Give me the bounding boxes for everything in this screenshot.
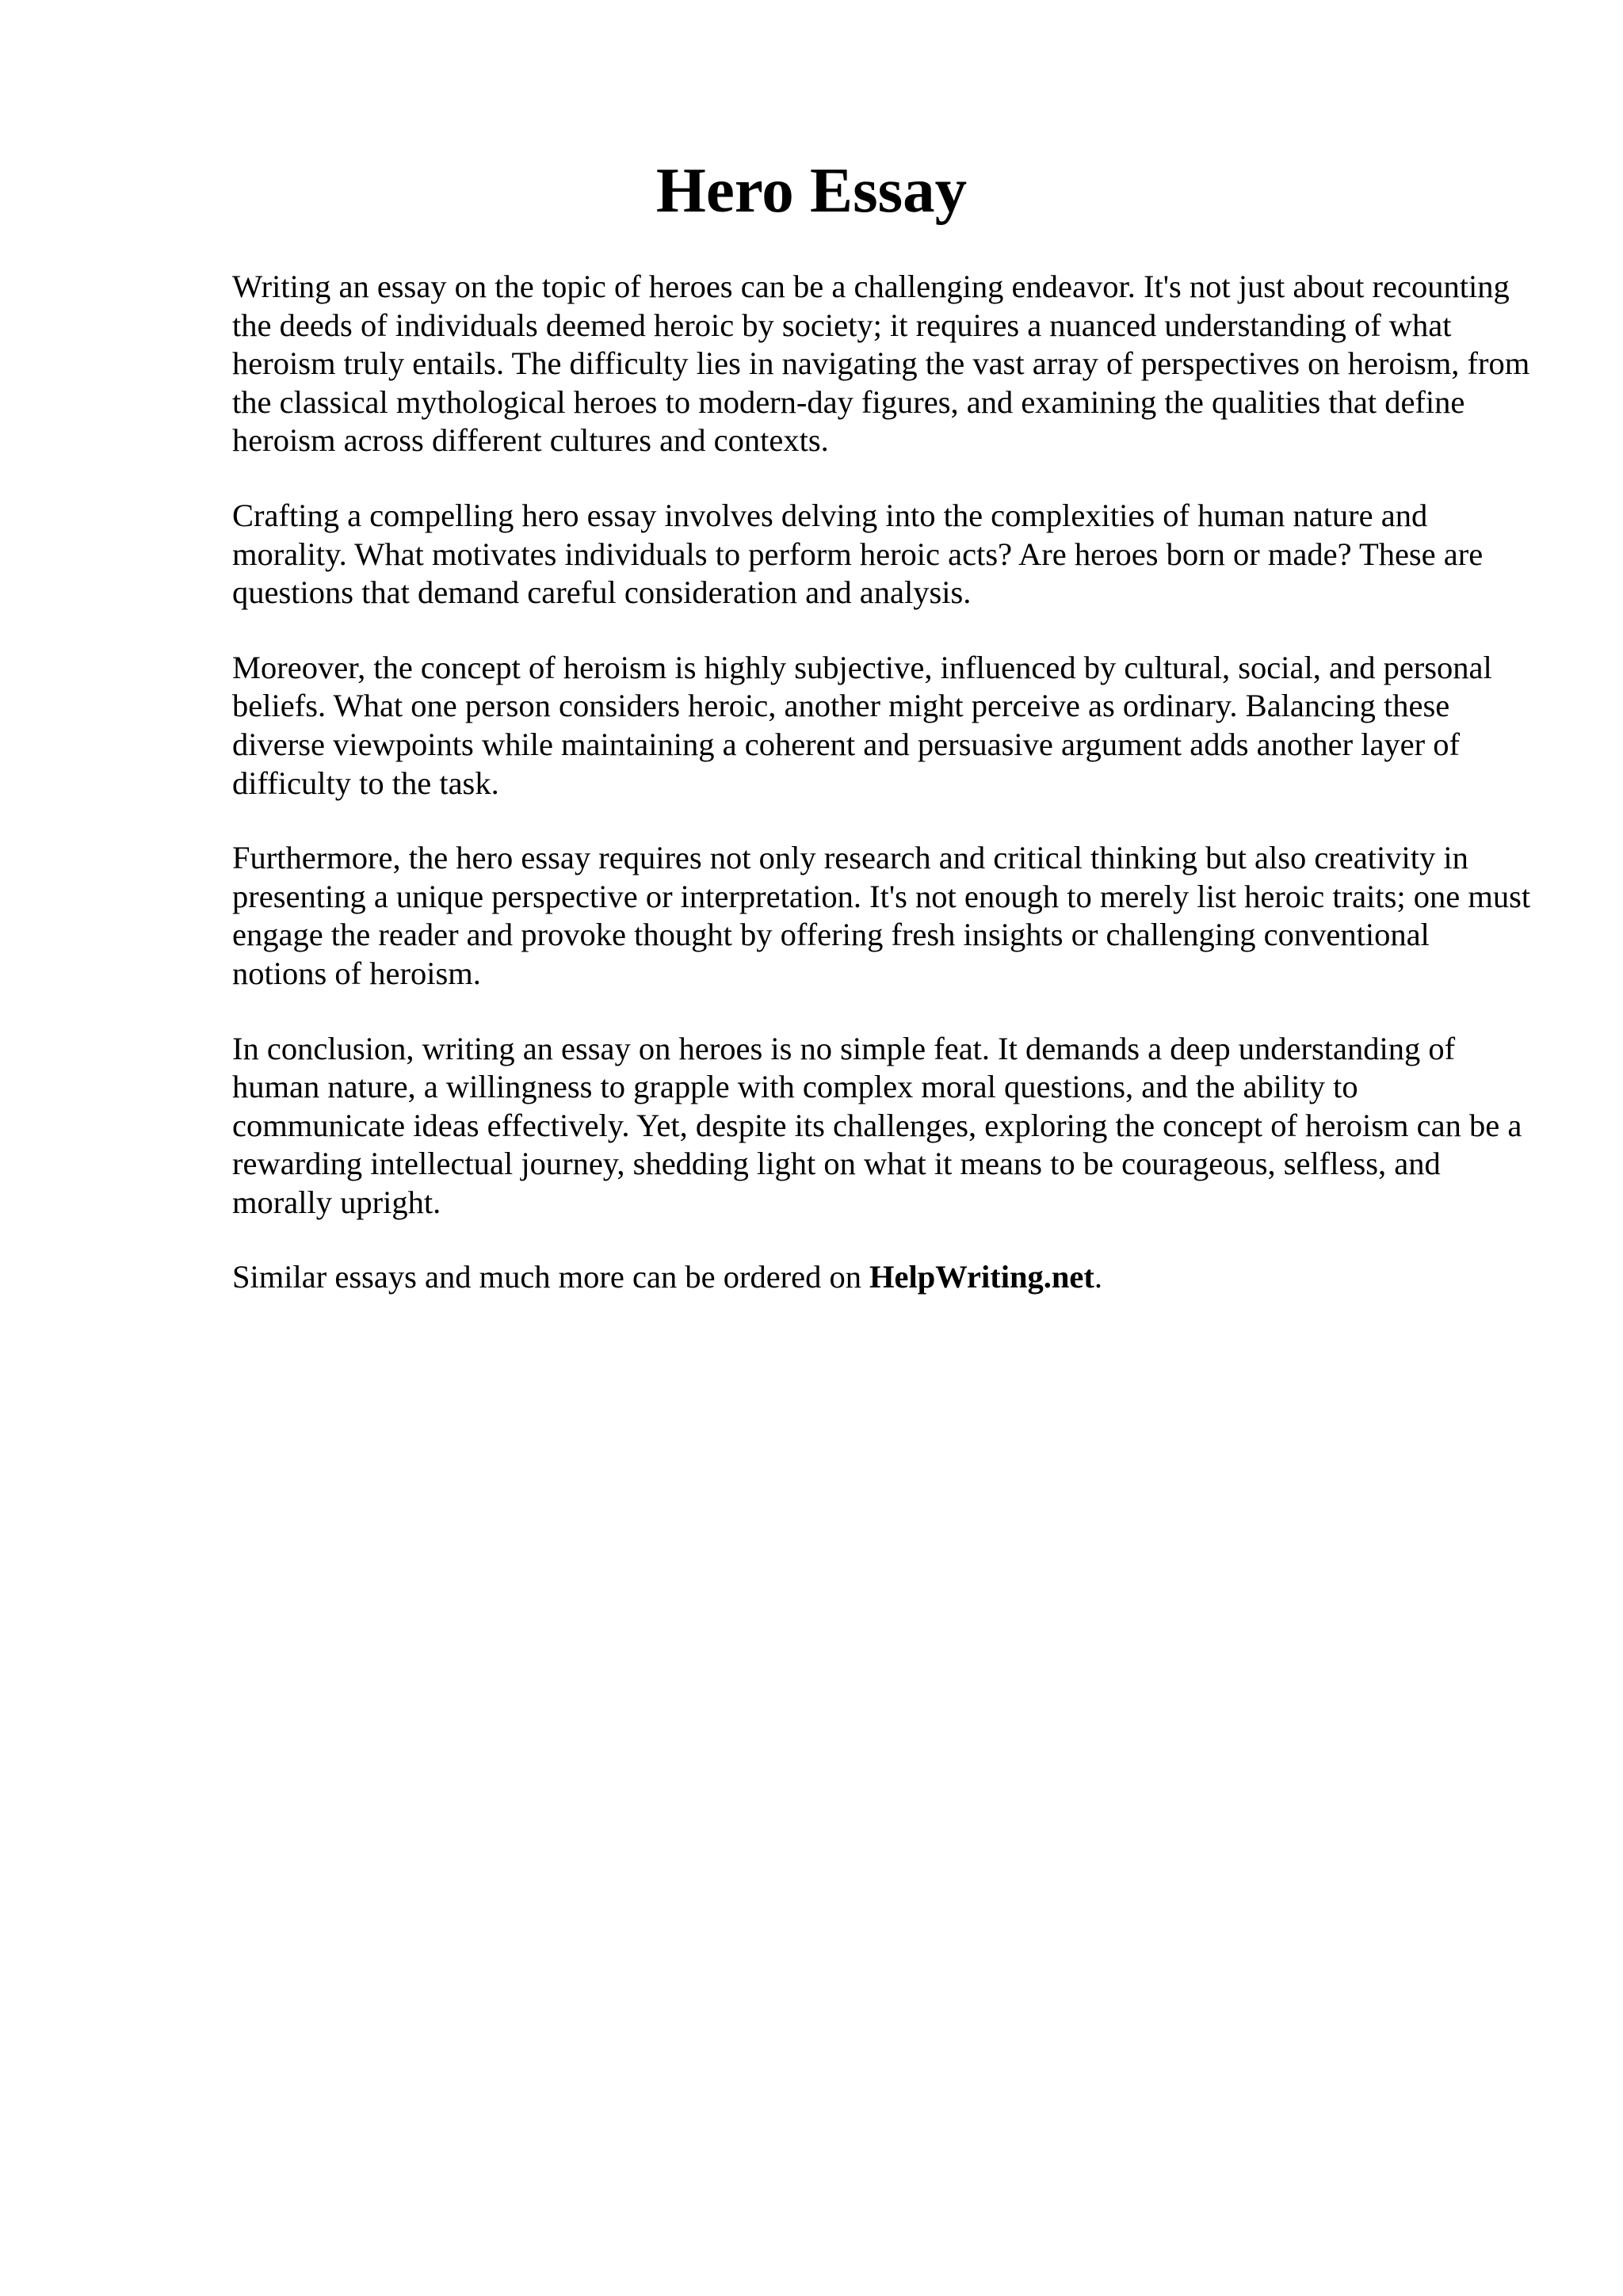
page-title: Hero Essay	[655, 154, 968, 226]
paragraph-3: Moreover, the concept of heroism is highly subjective, influenced by cultural, social, and personal beliefs. What one person considers heroic, another might perceive as ordinary. Balancing these diverse viewpoints while maintaining a coherent and persuasive argument adds another layer of difficulty to the task.	[232, 649, 1492, 801]
footer-end: .	[1094, 1259, 1103, 1295]
footer-note	[232, 1258, 1532, 1297]
helpwriting-link[interactable]: HelpWriting.net	[869, 1259, 1094, 1295]
paragraph-5: In conclusion, writing an essay on heroes is no simple feat. It demands a deep understanding of human nature, a willingness to grapple with complex moral questions, and the ability to communicate ideas effectively. Yet, despite its challenges, exploring the concept of heroism can be a rewarding intellectual journey, shedding light on what it means to be courageous, selfless, and morally upright.	[232, 1030, 1522, 1220]
footer-text: Similar essays and much more can be ordered on	[232, 1259, 862, 1295]
paragraph-2: Crafting a compelling hero essay involves delving into the complexities of human nature and morality. What motivates individuals to perform heroic acts? Are heroes born or made? These are questions that demand careful consideration and analysis.	[232, 497, 1484, 611]
paragraph-4: Furthermore, the hero essay requires not only research and critical thinking but also creativity in presenting a unique perspective or interpretation. It's not enough to merely list heroic traits; one must engage the reader and provoke thought by offering fresh insights or challenging conventional notions of heroism.	[232, 840, 1531, 991]
essay-body	[232, 268, 1532, 1333]
paragraph-1: Writing an essay on the topic of heroes can be a challenging endeavor. It's not just about recounting the deeds of individuals deemed heroic by society; it requires a nuanced understanding of what heroism truly entails. The difficulty lies in navigating the vast array of perspectives on heroism, from the classical mythological heroes to modern-day figures, and examining the qualities that define heroism across different cultures and contexts.	[232, 269, 1530, 459]
